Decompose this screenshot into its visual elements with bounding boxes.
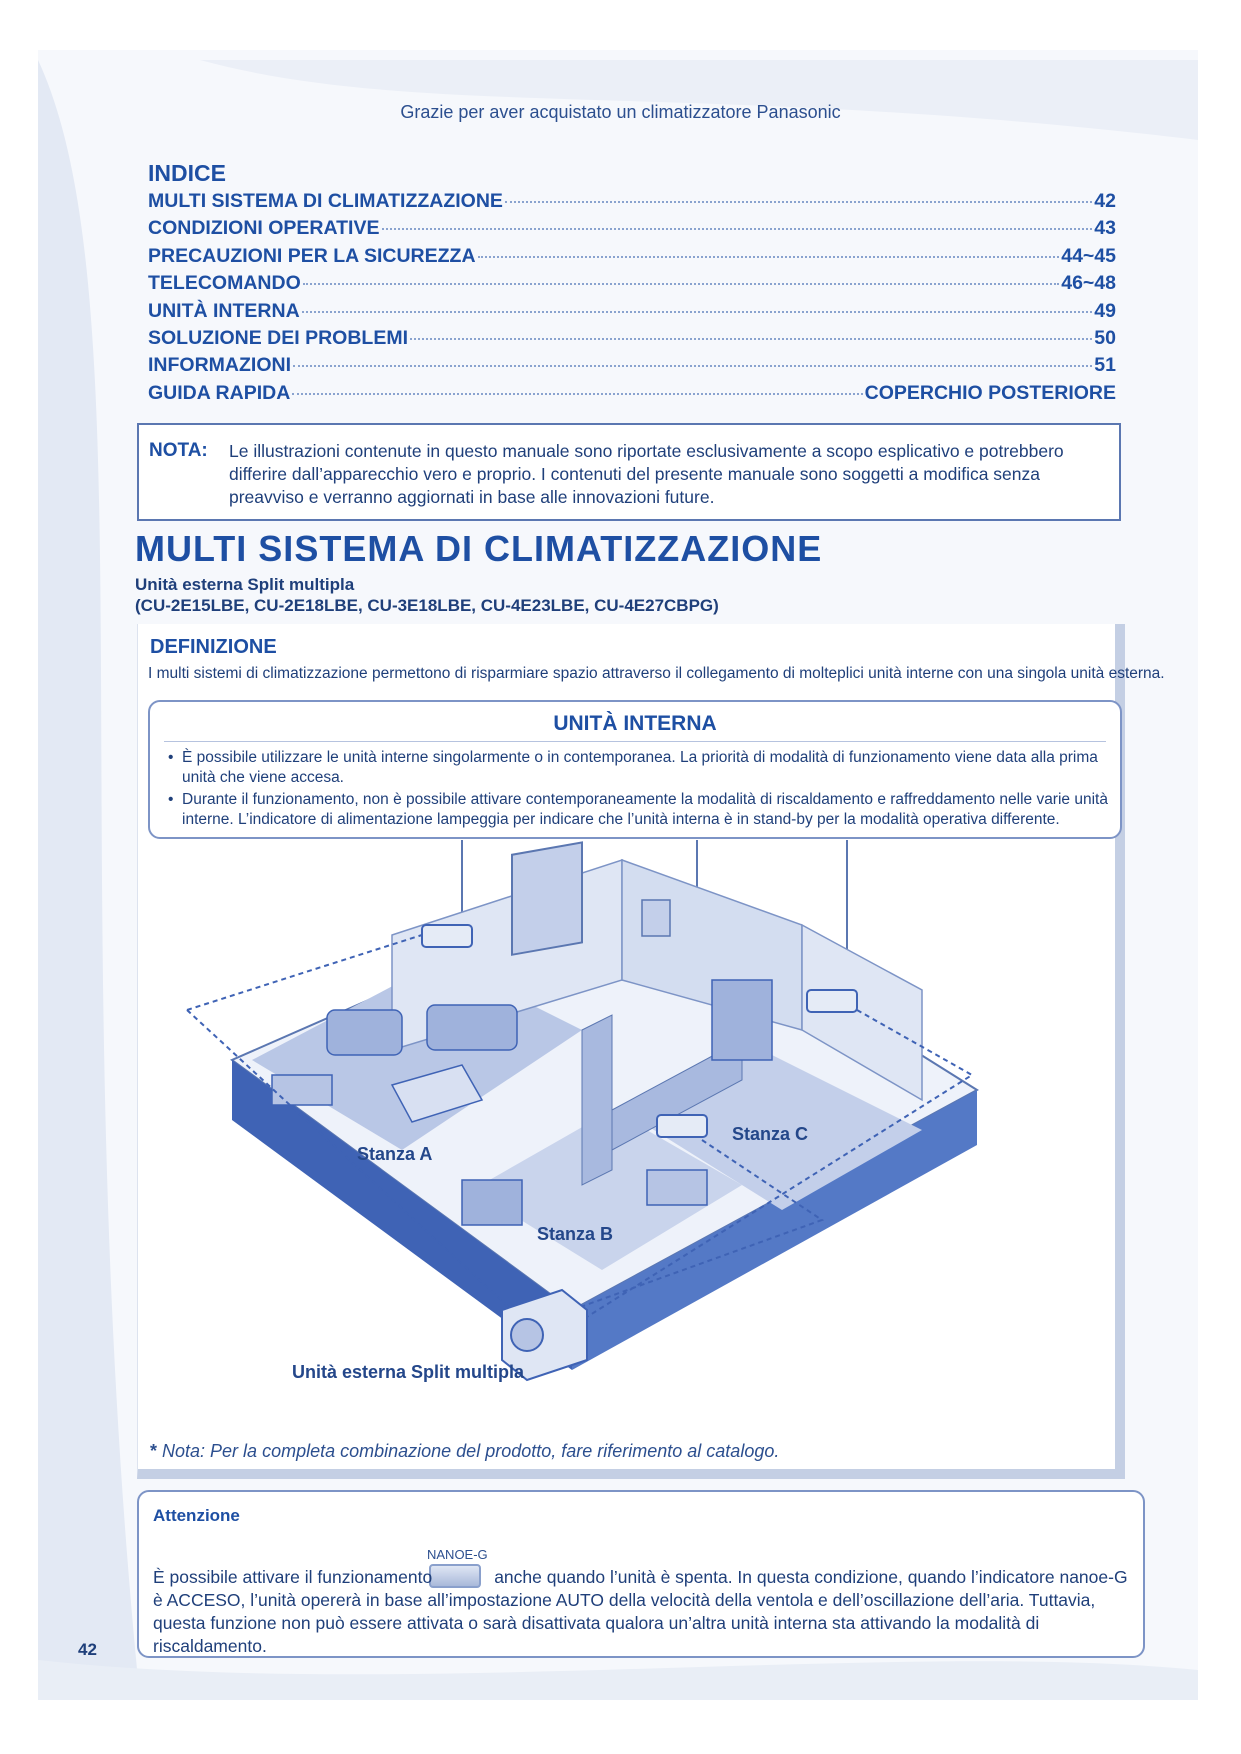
toc-title: INDICE xyxy=(148,160,226,186)
table-of-contents xyxy=(148,190,1116,409)
attention-text-before: È possibile attivare il funzionamento xyxy=(153,1567,433,1587)
toc-leader-dots xyxy=(292,393,862,395)
footnote-star: * xyxy=(150,1441,158,1461)
definition-panel xyxy=(137,624,1165,1479)
house-illustration xyxy=(142,840,1112,1440)
toc-item-page: 49 xyxy=(1094,299,1116,322)
toc-item[interactable] xyxy=(148,300,1116,327)
toc-item[interactable] xyxy=(148,245,1116,272)
toc-item-label: MULTI SISTEMA DI CLIMATIZZAZIONE xyxy=(148,190,503,212)
toc-item[interactable] xyxy=(148,272,1116,299)
room-c-label: Stanza C xyxy=(732,1124,809,1144)
toc-item[interactable] xyxy=(148,382,1116,409)
toc-item[interactable] xyxy=(148,327,1116,354)
toc-item-page: 46~48 xyxy=(1061,272,1116,295)
toc-item-label: GUIDA RAPIDA xyxy=(148,381,291,404)
toc-item-page: 51 xyxy=(1094,354,1116,377)
indoor-unit-bullets xyxy=(168,748,1108,832)
toc-item-label: CONDIZIONI OPERATIVE xyxy=(148,217,380,240)
toc-leader-dots xyxy=(293,365,1092,367)
toc-item-label: INFORMAZIONI xyxy=(148,354,291,377)
toc-leader-dots xyxy=(410,338,1092,340)
toc-item-page: 44~45 xyxy=(1061,244,1116,267)
bullet-item: • È possibile utilizzare le unità interne singolarmente o in contemporanea. La priorità di modalità di funzionamento viene data alla prima unità che viene accesa. xyxy=(168,748,1108,788)
attention-box xyxy=(137,1490,1145,1658)
toc-item-page: 43 xyxy=(1094,217,1116,240)
subtitle-models: (CU-2E15LBE, CU-2E18LBE, CU-3E18LBE, CU-4E23LBE, CU-4E27CBPG) xyxy=(135,596,719,615)
toc-item[interactable] xyxy=(148,190,1116,217)
toc-leader-dots xyxy=(505,201,1092,203)
attention-title: Attenzione xyxy=(153,1506,240,1525)
toc-item[interactable] xyxy=(148,217,1116,244)
outdoor-unit-label: Unità esterna Split multipla xyxy=(292,1362,525,1382)
toc-leader-dots xyxy=(302,311,1093,313)
toc-item[interactable] xyxy=(148,354,1116,381)
room-b-label: Stanza B xyxy=(537,1224,614,1244)
indoor-unit-title: UNITÀ INTERNA xyxy=(553,712,717,735)
section-subtitle xyxy=(135,574,719,616)
toc-leader-dots xyxy=(382,228,1093,230)
toc-item-page: 50 xyxy=(1094,326,1116,349)
toc-item-label: TELECOMANDO xyxy=(148,272,301,295)
nanoe-g-label: NANOE-G xyxy=(427,1547,488,1562)
section-title: MULTI SISTEMA DI CLIMATIZZAZIONE xyxy=(135,528,823,569)
subtitle-line: Unità esterna Split multipla xyxy=(135,575,355,594)
toc-leader-dots xyxy=(478,256,1060,258)
header-text: Grazie per aver acquistato un climatizzatore Panasonic xyxy=(400,102,841,122)
footnote xyxy=(150,1441,779,1462)
indoor-unit-box xyxy=(148,700,1122,839)
toc-item-page: COPERCHIO POSTERIORE xyxy=(864,381,1116,404)
toc-item-label: SOLUZIONE DEI PROBLEMI xyxy=(148,326,409,349)
toc-leader-dots xyxy=(303,283,1059,285)
definition-text: I multi sistemi di climatizzazione permettono di risparmiare spazio attraverso il collegamento di molteplici unità interne con una singola unità esterna. xyxy=(148,665,1165,682)
definition-title: DEFINIZIONE xyxy=(150,636,277,658)
room-a-label: Stanza A xyxy=(357,1144,433,1164)
note-text: Le illustrazioni contenute in questo manuale sono riportate esclusivamente a scopo esplicativo e potrebbero differire dall’apparecchio vero e proprio. I contenuti del presente manuale sono soggetti a modifica senza preavviso e verranno aggiornati in base alle innovazioni future. xyxy=(229,441,1064,507)
attention-text xyxy=(153,1566,1133,1658)
bullet-item: • Durante il funzionamento, non è possibile attivare contemporaneamente la modalità di riscaldamento e raffreddamento nelle varie unità interne. L’indicatore di alimentazione lampeggia per indicare che l’unità interna è in stand-by per la modalità operativa differente. xyxy=(168,790,1108,830)
note-box xyxy=(137,423,1121,521)
toc-item-label: PRECAUZIONI PER LA SICUREZZA xyxy=(148,244,476,267)
note-label: NOTA: xyxy=(149,440,208,461)
attention-text-after: anche quando l’unità è spenta. In questa condizione, quando l’indicatore nanoe-G è ACCESO, l’unità opererà in base all’impostazione AUTO della velocità della ventola e dell’oscillazione dell’aria. Tuttavia, questa funzione non può essere attivata o sarà disattivata qualora un’altra unità interna sta attivando la modalità di riscaldamento. xyxy=(153,1567,1128,1656)
toc-item-page: 42 xyxy=(1094,190,1116,212)
page-number: 42 xyxy=(78,1640,97,1659)
footnote-text: Nota: Per la completa combinazione del prodotto, fare riferimento al catalogo. xyxy=(157,1441,780,1461)
toc-item-label: UNITÀ INTERNA xyxy=(148,299,300,322)
divider xyxy=(164,741,1106,742)
